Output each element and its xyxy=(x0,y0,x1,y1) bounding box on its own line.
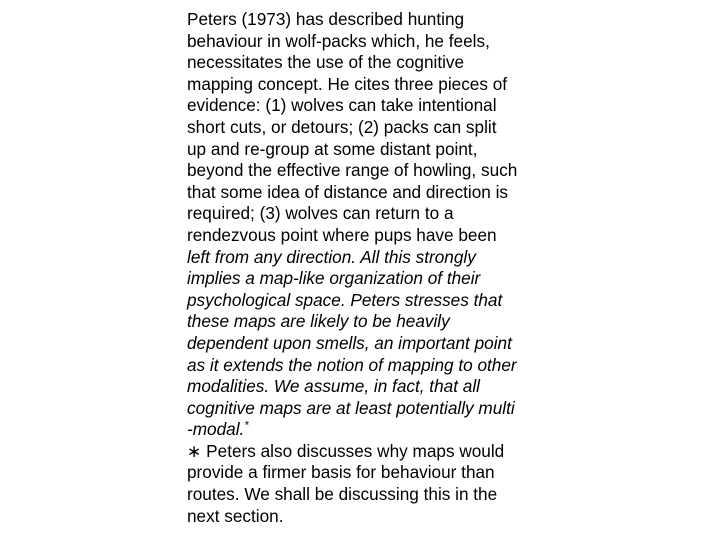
footnote-line: routes. We shall be discussing this in the xyxy=(187,484,498,505)
footnote-line: provide a firmer basis for behaviour than xyxy=(187,462,495,483)
italic-text-line: left from any direction. All this strongly xyxy=(187,246,476,267)
italic-text-line: implies a map-like organization of their xyxy=(187,268,481,289)
text-line: behaviour in wolf-packs which, he feels, xyxy=(187,30,490,51)
italic-text-line: modalities. We assume, in fact, that all xyxy=(187,376,480,397)
footnote-line: ∗ Peters also discusses why maps would xyxy=(187,440,505,461)
text-line: mapping concept. He cites three pieces of xyxy=(187,73,508,94)
text-line: rendezvous point where pups have been xyxy=(187,224,497,245)
text-line: beyond the effective range of howling, such xyxy=(187,160,518,181)
text-line: that some idea of distance and direction is xyxy=(187,181,509,202)
italic-text-line: cognitive maps are at least potentially multi xyxy=(187,397,515,418)
document-text-block xyxy=(187,9,547,527)
italic-text-line: as it extends the notion of mapping to other xyxy=(187,354,517,375)
text-line: up and re-group at some distant point, xyxy=(187,138,478,159)
footnote-marker: * xyxy=(244,419,249,432)
italic-text-line: these maps are likely to be heavily xyxy=(187,311,450,332)
text-line: short cuts, or detours; (2) packs can split xyxy=(187,116,497,137)
italic-text-line: psychological space. Peters stresses that xyxy=(187,289,503,310)
text-line: necessitates the use of the cognitive xyxy=(187,52,465,73)
text-line: required; (3) wolves can return to a xyxy=(187,203,454,224)
text-line: evidence: (1) wolves can take intentional xyxy=(187,95,497,116)
italic-text-line: dependent upon smells, an important point xyxy=(187,332,512,353)
text-line: Peters (1973) has described hunting xyxy=(187,9,465,29)
italic-text-fragment: -modal. xyxy=(187,419,245,440)
italic-text-line-with-footnote xyxy=(187,419,547,441)
footnote-line: next section. xyxy=(187,505,284,526)
